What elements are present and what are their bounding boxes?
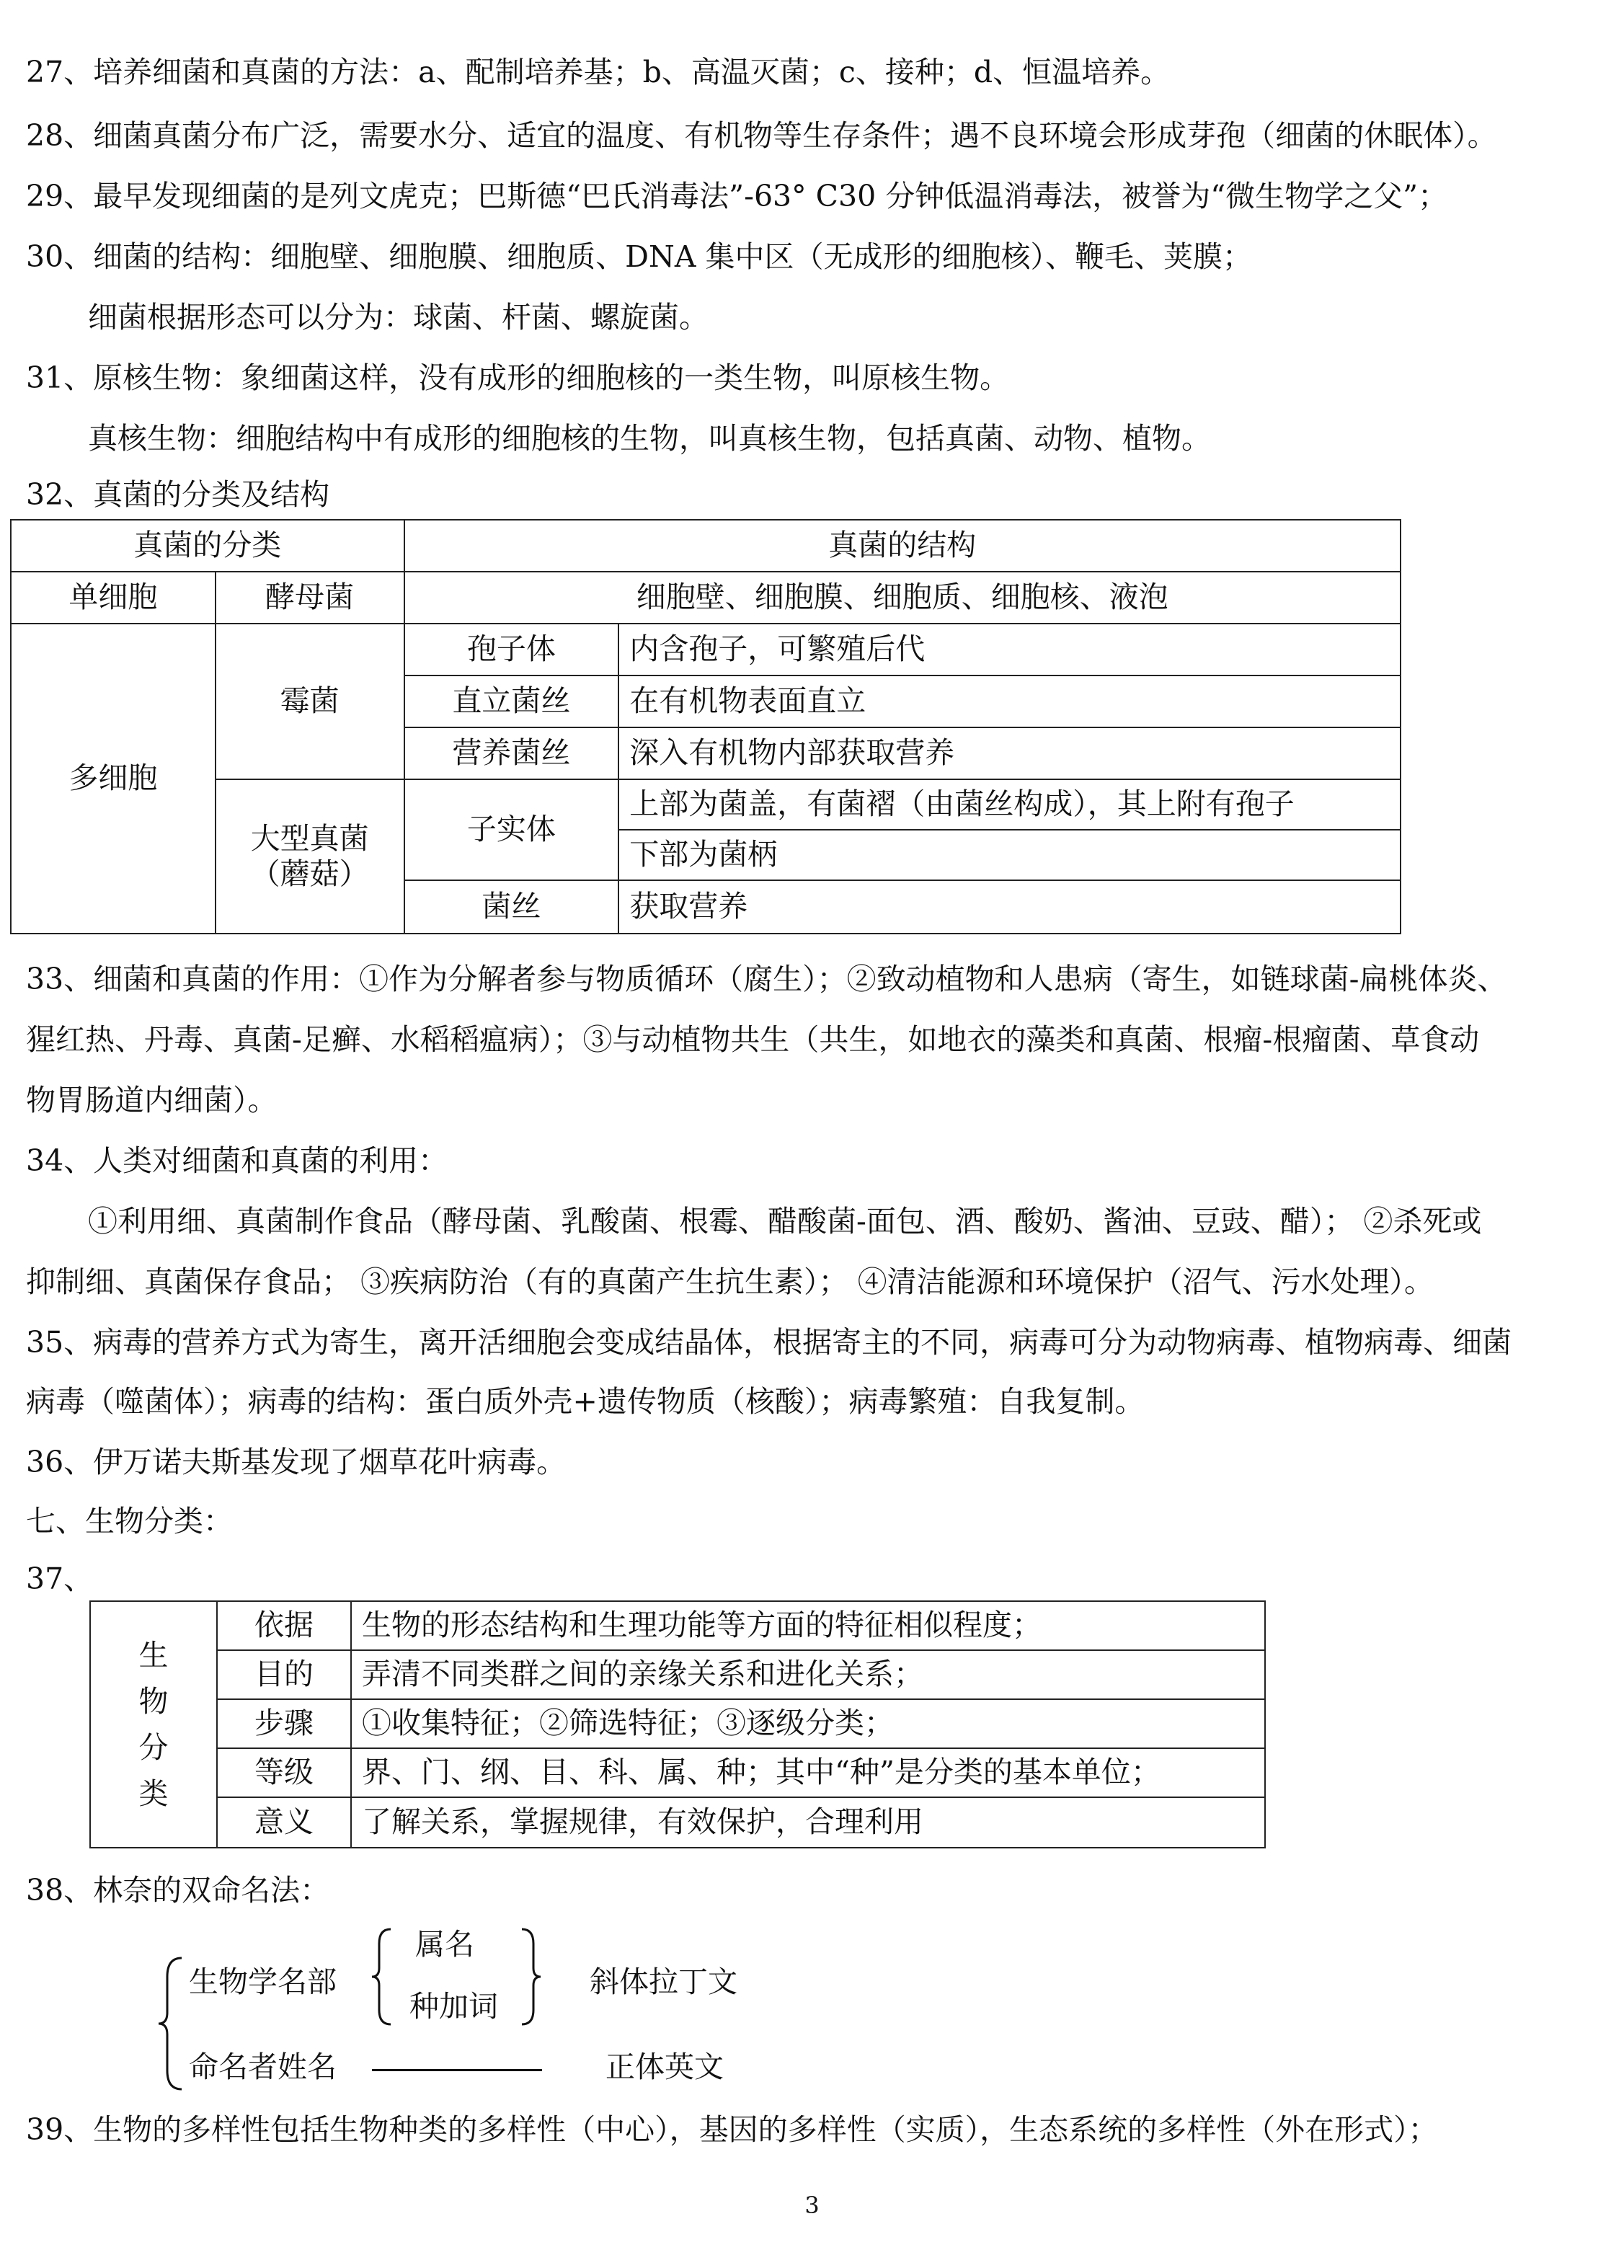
cell-mold: 霉菌 bbox=[216, 624, 404, 779]
species-epithet-label: 种加词 bbox=[409, 1989, 498, 2024]
item-34-line-2: 抑制细、真菌保存食品； ③疾病防治（有的真菌产生抗生素）； ④清洁能源和环境保护（沼气、污水处理）。 bbox=[26, 1264, 1434, 1299]
row-value: 了解关系，掌握规律，有效保护，合理利用 bbox=[351, 1797, 1265, 1848]
cell-vegetative-hyphae-desc: 深入有机物内部获取营养 bbox=[618, 727, 1401, 779]
classification-label: 生 物 分 类 bbox=[90, 1601, 217, 1848]
cell-fruiting-body-desc-2: 下部为菌柄 bbox=[618, 830, 1401, 880]
item-30-shapes: 细菌根据形态可以分为：球菌、杆菌、螺旋菌。 bbox=[88, 300, 709, 335]
item-30: 30、细菌的结构：细胞壁、细胞膜、细胞质、DNA 集中区（无成形的细胞核）、鞭毛、荚膜； bbox=[26, 239, 1253, 274]
item-27: 27、培养细菌和真菌的方法：a、配制培养基；b、高温灭菌；c、接种；d、恒温培养。 bbox=[26, 55, 1171, 89]
header-classification: 真菌的分类 bbox=[11, 520, 404, 572]
item-35-line-1: 35、病毒的营养方式为寄生，离开活细胞会变成结晶体，根据寄主的不同，病毒可分为动物病毒、植物病毒、细菌 bbox=[26, 1325, 1512, 1360]
page-number: 3 bbox=[804, 2192, 820, 2219]
item-33-line-1: 33、细菌和真菌的作用：①作为分解者参与物质循环（腐生）；②致动植物和人患病（寄生，如链球菌-扁桃体炎、 bbox=[26, 962, 1507, 996]
cell-mushroom bbox=[216, 779, 404, 934]
item-31-eukaryote: 真核生物：细胞结构中有成形的细胞核的生物，叫真核生物，包括真菌、动物、植物。 bbox=[88, 421, 1211, 456]
row-value: 生物的形态结构和生理功能等方面的特征相似程度； bbox=[351, 1601, 1265, 1650]
row-value: 界、门、纲、目、科、属、种；其中“种”是分类的基本单位； bbox=[351, 1748, 1265, 1797]
cell-yeast-structure: 细胞壁、细胞膜、细胞质、细胞核、液泡 bbox=[404, 572, 1401, 624]
cell-yeast: 酵母菌 bbox=[216, 572, 404, 624]
classification-table bbox=[89, 1600, 1266, 1848]
cell-aerial-hyphae: 直立菌丝 bbox=[404, 675, 619, 727]
item-38: 38、林奈的双命名法： bbox=[26, 1873, 330, 1908]
left-brace-icon bbox=[369, 1926, 394, 2027]
item-33-line-2: 猩红热、丹毒、真菌-足癣、水稻稻瘟病）；③与动植物共生（共生，如地衣的藻类和真菌、根瘤-根瘤菌、草食动 bbox=[26, 1022, 1480, 1057]
row-value: 弄清不同类群之间的亲缘关系和进化关系； bbox=[351, 1650, 1265, 1699]
section-7-heading: 七、生物分类： bbox=[26, 1504, 233, 1538]
item-35-line-2: 病毒（噬菌体）；病毒的结构：蛋白质外壳+遗传物质（核酸）；病毒繁殖：自我复制。 bbox=[26, 1384, 1145, 1419]
item-37: 37、 bbox=[26, 1562, 94, 1596]
item-29: 29、最早发现细菌的是列文虎克；巴斯德“巴氏消毒法”-63° C30 分钟低温消毒法，被誉为“微生物学之父”； bbox=[26, 179, 1448, 213]
connector-line bbox=[372, 2069, 542, 2071]
item-39: 39、生物的多样性包括生物种类的多样性（中心），基因的多样性（实质），生态系统的多样性（外在形式）； bbox=[26, 2112, 1438, 2147]
cell-fruiting-body-desc-1: 上部为菌盖，有菌褶（由菌丝构成），其上附有孢子 bbox=[618, 779, 1401, 830]
row-key: 目的 bbox=[217, 1650, 351, 1699]
fungi-table bbox=[10, 519, 1401, 934]
cell-fruiting-body: 子实体 bbox=[404, 779, 619, 880]
right-brace-icon bbox=[519, 1926, 543, 2027]
item-33-line-3: 物胃肠道内细菌）。 bbox=[26, 1083, 278, 1117]
row-value: ①收集特征；②筛选特征；③逐级分类； bbox=[351, 1699, 1265, 1748]
author-name-label: 命名者姓名 bbox=[189, 2050, 337, 2084]
cell-hyphae-desc: 获取营养 bbox=[618, 880, 1401, 934]
cell-sporangium-desc: 内含孢子，可繁殖后代 bbox=[618, 624, 1401, 675]
cell-hyphae: 菌丝 bbox=[404, 880, 619, 934]
mushroom-note: （蘑菇） bbox=[250, 856, 369, 891]
header-structure: 真菌的结构 bbox=[404, 520, 1401, 572]
cell-vegetative-hyphae: 营养菌丝 bbox=[404, 727, 619, 779]
cell-multicellular: 多细胞 bbox=[11, 624, 216, 934]
row-key: 意义 bbox=[217, 1797, 351, 1848]
row-key: 等级 bbox=[217, 1748, 351, 1797]
italic-latin-label: 斜体拉丁文 bbox=[590, 1964, 737, 1999]
cell-aerial-hyphae-desc: 在有机物表面直立 bbox=[618, 675, 1401, 727]
row-key: 步骤 bbox=[217, 1699, 351, 1748]
row-key: 依据 bbox=[217, 1601, 351, 1650]
item-34: 34、人类对细菌和真菌的利用： bbox=[26, 1143, 448, 1178]
item-32: 32、真菌的分类及结构 bbox=[26, 477, 330, 512]
item-34-line-1: ①利用细、真菌制作食品（酵母菌、乳酸菌、根霉、醋酸菌-面包、酒、酸奶、酱油、豆豉、醋）； ②杀死或 bbox=[88, 1204, 1482, 1239]
cell-single-cell: 单细胞 bbox=[11, 572, 216, 624]
roman-english-label: 正体英文 bbox=[605, 2050, 724, 2084]
mushroom-label: 大型真菌 bbox=[250, 820, 369, 856]
item-36: 36、伊万诺夫斯基发现了烟草花叶病毒。 bbox=[26, 1445, 567, 1479]
item-31: 31、原核生物：象细菌这样，没有成形的细胞核的一类生物，叫原核生物。 bbox=[26, 360, 1010, 395]
scientific-name-label: 生物学名部 bbox=[189, 1964, 337, 1999]
genus-name-label: 属名 bbox=[415, 1927, 474, 1962]
outer-brace-icon bbox=[156, 1955, 185, 2092]
cell-sporangium: 孢子体 bbox=[404, 624, 619, 675]
item-28: 28、细菌真菌分布广泛，需要水分、适宜的温度、有机物等生存条件；遇不良环境会形成芽孢（细菌的休眠体）。 bbox=[26, 118, 1497, 153]
